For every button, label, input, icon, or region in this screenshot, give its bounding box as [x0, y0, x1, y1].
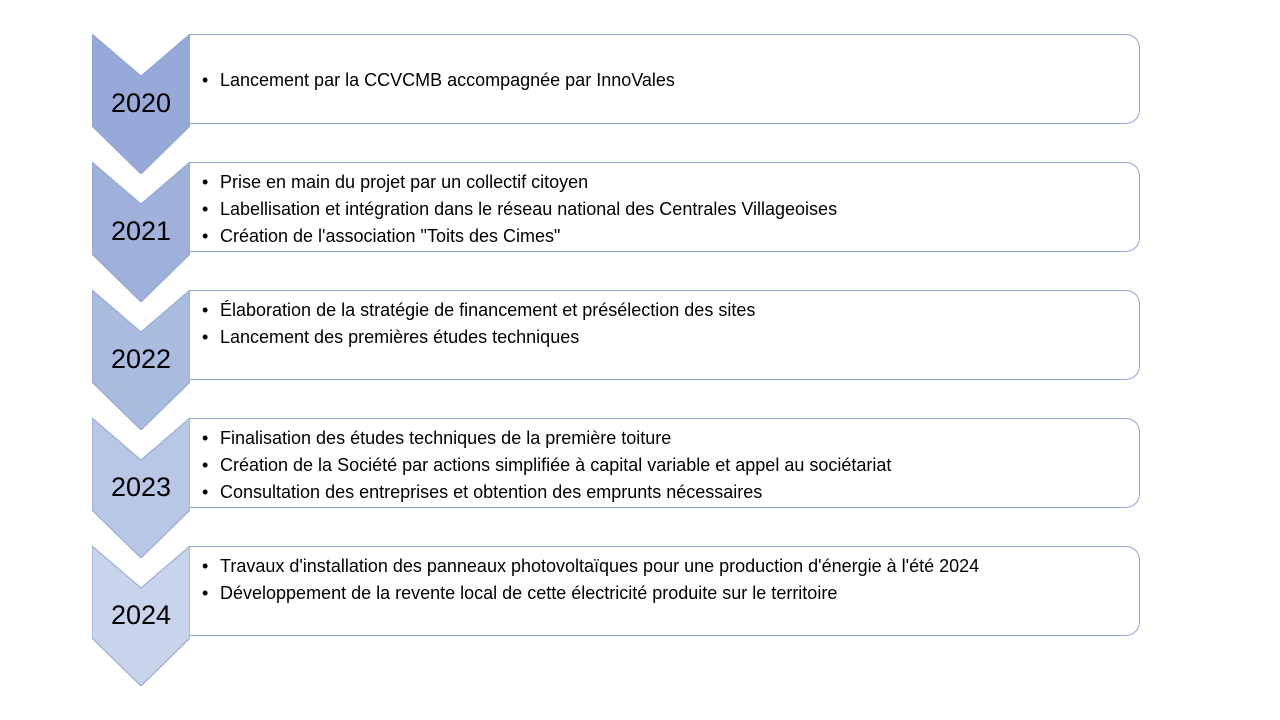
milestone-item: [202, 452, 891, 479]
milestone-text: Développement de la revente local de cette électricité produite sur le territoire: [220, 583, 838, 603]
milestone-list: [202, 169, 837, 250]
milestone-list: [202, 553, 979, 607]
milestone-text: Création de la Société par actions simplifiée à capital variable et appel au sociétariat: [220, 455, 892, 475]
milestone-item: [202, 580, 979, 607]
bullet-icon: •: [202, 226, 209, 246]
milestone-item: [202, 479, 891, 506]
milestone-box: [190, 290, 1140, 380]
milestone-box: [190, 418, 1140, 508]
year-label: 2024: [110, 600, 172, 630]
year-label: 2023: [110, 472, 172, 502]
milestone-item: [202, 324, 755, 351]
bullet-icon: •: [202, 70, 209, 90]
milestone-item: [202, 553, 979, 580]
milestone-box: [190, 546, 1140, 636]
bullet-icon: •: [202, 428, 209, 448]
bullet-icon: •: [202, 455, 209, 475]
milestone-item: [202, 169, 837, 196]
milestone-list: [202, 425, 891, 506]
bullet-icon: •: [202, 199, 209, 219]
milestone-item: [202, 297, 755, 324]
milestone-item: [202, 67, 675, 94]
milestone-item: [202, 196, 837, 223]
milestone-text: Prise en main du projet par un collectif citoyen: [220, 172, 589, 192]
milestone-list: [202, 297, 755, 351]
bullet-icon: •: [202, 172, 209, 192]
milestone-box: [190, 162, 1140, 252]
year-label: 2022: [110, 344, 172, 374]
milestone-text: Labellisation et intégration dans le réseau national des Centrales Villageoises: [220, 199, 838, 219]
bullet-icon: •: [202, 583, 209, 603]
milestone-text: Finalisation des études techniques de la première toiture: [220, 428, 672, 448]
milestone-box: [190, 34, 1140, 124]
bullet-icon: •: [202, 556, 209, 576]
bullet-icon: •: [202, 482, 209, 502]
timeline-step: [0, 546, 1280, 701]
milestone-item: [202, 425, 891, 452]
milestone-list: [202, 67, 675, 94]
bullet-icon: •: [202, 300, 209, 320]
milestone-text: Lancement des premières études techniques: [220, 327, 580, 347]
milestone-text: Travaux d'installation des panneaux photovoltaïques pour une production d'énergie à l'été 2024: [220, 556, 980, 576]
milestone-item: [202, 223, 837, 250]
milestone-text: Élaboration de la stratégie de financement et présélection des sites: [220, 300, 756, 320]
milestone-text: Consultation des entreprises et obtention des emprunts nécessaires: [220, 482, 763, 502]
year-label: 2021: [110, 216, 172, 246]
year-label: 2020: [110, 88, 172, 118]
bullet-icon: •: [202, 327, 209, 347]
milestone-text: Lancement par la CCVCMB accompagnée par InnoVales: [220, 70, 675, 90]
milestone-text: Création de l'association "Toits des Cimes": [220, 226, 561, 246]
